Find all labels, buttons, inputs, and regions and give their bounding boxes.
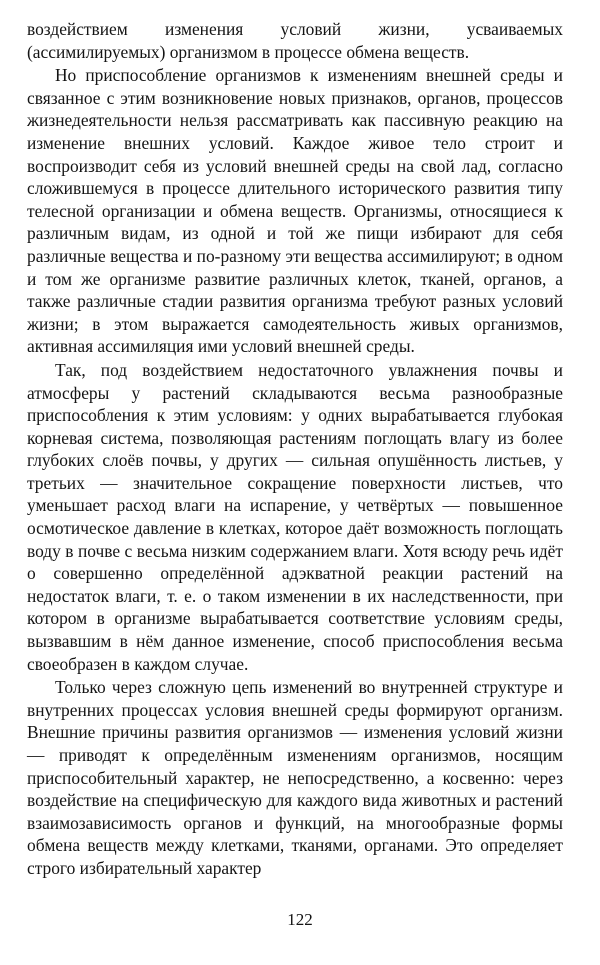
paragraph: Только через сложную цепь изменений во внутренней структуре и внутренних процессах условия внешней среды формируют организм. Внешние причины развития организмов — изменения условий жизни — приводят к определённым изменениям организмов, носящим приспособительный характер, не непосредственно, а косвенно: через воздействие на специфическую для каждого вида животных и растений взаимозависимость органов и функций, на многообразные формы обмена веществ между клетками, тканями, органами. Это определяет строго избирательный характер bbox=[27, 677, 563, 878]
paragraph: Но приспособление организмов к изменениям внешней среды и связанное с этим возникновение новых признаков, органов, процессов жизнедеятельности нельзя рассматривать как пассивную реакцию на изменение внешних условий. Каждое живое тело строит и воспроизводит себя из условий внешней среды на свой лад, согласно сложившемуся в процессе длительного исторического развития типу телесной организации и обмена веществ. Организмы, относящиеся к различным видам, из одной и той же пищи избирают для себя различные вещества и по-разному эти вещества ассимилируют; в одном и том же организме развитие различных клеток, тканей, органов, а также различные стадии развития организма требуют разных условий жизни; в этом выражается самодеятельность живых организмов, активная ассимиляция ими условий внешней среды. bbox=[27, 65, 563, 357]
page-body bbox=[27, 18, 563, 880]
paragraph-continued: воздействием изменения условий жизни, усваиваемых (ассимилируемых) организмом в процессе обмена веществ. bbox=[27, 19, 563, 62]
paragraph: Так, под воздействием недостаточного увлажнения почвы и атмосферы у растений складываются весьма разнообразные приспособления к этим условиям: у одних вырабатывается глубокая корневая система, позволяющая растениям поглощать влагу из более глубоких слоёв почвы, у других — сильная опушённость листьев, у третьих — значительное сокращение поверхности листьев, что уменьшает расход влаги на испарение, у четвёртых — повышенное осмотическое давление в клетках, которое даёт возможность поглощать воду в почве с весьма низким содержанием влаги. Хотя всюду речь идёт о совершенно определённой адэкватной реакции растений на недостаток влаги, т. е. о таком изменении в их наследственности, при котором в организме вырабатывается соответствие условиям среды, вызвавшим в нём данное изменение, способ приспособления весьма своеобразен в каждом случае. bbox=[27, 359, 563, 674]
page-number: 122 bbox=[287, 910, 313, 929]
